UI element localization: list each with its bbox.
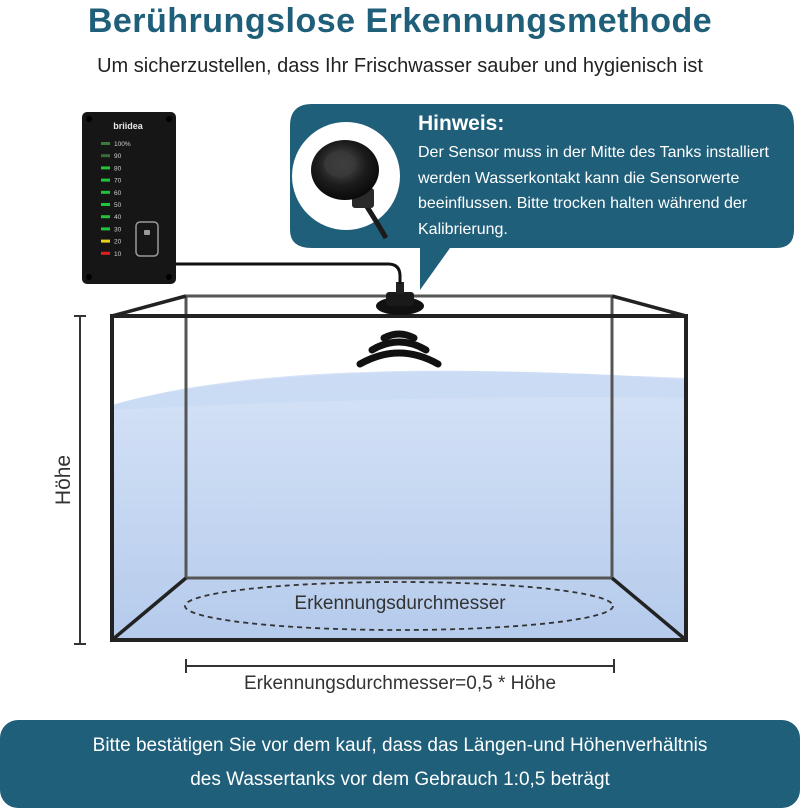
footer-line-2: des Wassertanks vor dem Gebrauch 1:0,5 beträgt bbox=[190, 769, 610, 790]
level-led bbox=[101, 227, 110, 230]
level-led bbox=[101, 179, 110, 182]
level-led bbox=[101, 142, 110, 145]
hint-title: Hinweis: bbox=[418, 112, 505, 135]
hint-text: Der Sensor muss in der Mitte des Tanks installiert werden Wasserkontakt kann die Sensorwerte beeinflussen. Bitte trocken halten während der Kalibrierung. bbox=[418, 144, 769, 238]
footer-text bbox=[0, 729, 800, 797]
formula-label: Erkennungsdurchmesser=0,5 * Höhe bbox=[243, 673, 557, 694]
level-led bbox=[101, 203, 110, 206]
tank-sensor bbox=[376, 282, 424, 315]
page-title: Berührungslose Erkennungsmethode bbox=[87, 2, 713, 40]
level-led bbox=[101, 191, 110, 194]
level-label: 70 bbox=[114, 177, 122, 185]
level-led bbox=[101, 154, 110, 157]
page-subtitle: Um sicherzustellen, dass Ihr Frischwasser sauber und hygienisch ist bbox=[97, 55, 703, 77]
level-led bbox=[101, 240, 110, 243]
level-label: 80 bbox=[114, 165, 122, 173]
level-led bbox=[101, 215, 110, 218]
level-display-device bbox=[82, 112, 176, 284]
detection-diameter-label: Erkennungsdurchmesser bbox=[294, 593, 506, 614]
level-label: 20 bbox=[114, 238, 122, 246]
display-brand: briidea bbox=[113, 121, 143, 131]
level-label: 60 bbox=[114, 189, 122, 197]
sensor-cable bbox=[176, 264, 400, 284]
footer-line-1: Bitte bestätigen Sie vor dem kauf, dass das Längen-und Höhenverhältnis bbox=[92, 735, 708, 756]
level-label: 100% bbox=[114, 141, 131, 148]
level-label: 50 bbox=[114, 202, 122, 209]
level-led bbox=[101, 252, 110, 255]
level-label: 40 bbox=[114, 214, 122, 222]
level-label: 30 bbox=[114, 226, 122, 234]
level-led bbox=[101, 166, 110, 169]
height-label: Höhe bbox=[52, 454, 75, 506]
width-dimension bbox=[186, 659, 614, 673]
signal-waves-icon bbox=[360, 334, 438, 364]
level-label: 90 bbox=[114, 153, 122, 161]
level-label: 10 bbox=[114, 250, 122, 258]
